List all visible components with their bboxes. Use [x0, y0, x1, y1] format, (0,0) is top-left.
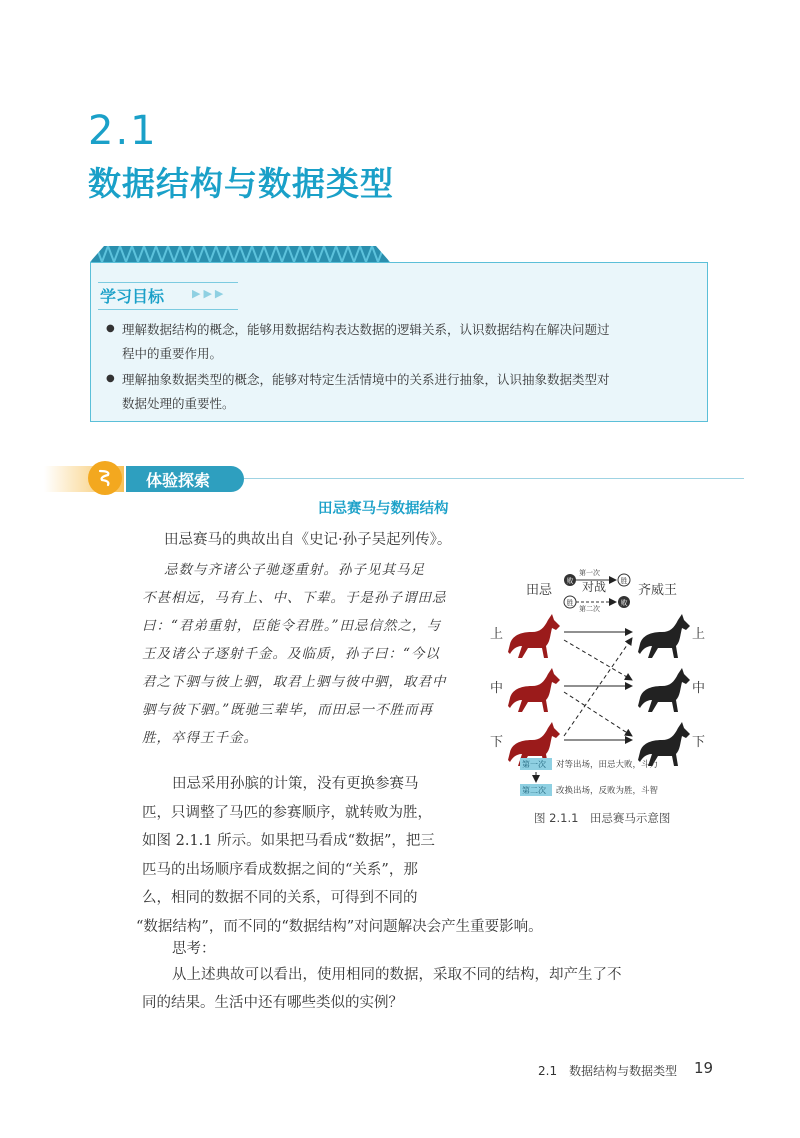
- tianji-horse-icon: [508, 614, 560, 658]
- classical-quote: 忌数与齐诸公子驰逐重射。孙子见其马足 不甚相远，马有上、中、下辈。于是孙子谓田忌 曰：“君弟重射，臣能令君胜。”田忌信然之，与 王及诸公子逐射千金。及临质，孙子曰：“今以 君之下驷与彼上驷，取君上驷与彼中驷，取君中 驷与彼下驷。”既驰三辈毕，而田忌一不胜而再 胜，卒得王千金。: [142, 562, 447, 746]
- section-number: 2.1: [88, 108, 158, 154]
- legend-tag-text: 第二次: [522, 786, 546, 795]
- rank-label: 下: [490, 735, 504, 750]
- rank-label: 下: [692, 735, 706, 750]
- body-paragraph: 田忌采用孙膑的计策，没有更换参赛马 匹，只调整了马匹的参赛顺序，就转败为胜， 如图 2.1.1 所示。如果把马看成“数据”，把三 匹马的出场顺序看成数据之间的“关系”，那 么，相同的数据不同的关系，可得到不同的 “数据结构”，而不同的“数据结构”对问题解决会产生重要影响。: [136, 776, 543, 935]
- tianji-label: 田忌: [526, 583, 553, 598]
- lose-badge-text: 败: [566, 577, 574, 585]
- story-title: 田忌赛马与数据结构: [318, 501, 449, 517]
- explore-label: 体验探索: [146, 471, 211, 490]
- legend-tag-text: 第一次: [522, 760, 546, 769]
- rank-label: 中: [490, 681, 504, 696]
- figure-caption: 图 2.1.1 田忌赛马示意图: [534, 811, 671, 825]
- think-paragraph: 从上述典故可以看出，使用相同的数据，采取不同的结构，却产生了不 同的结果。生活中还有哪些类似的实例？: [142, 967, 622, 1011]
- rank-label: 中: [692, 681, 706, 696]
- win-badge-text: 胜: [566, 599, 574, 607]
- battle-label: 对战: [582, 580, 607, 594]
- bullet-icon: ●: [106, 323, 115, 334]
- lose-badge-text: 败: [620, 599, 628, 607]
- match-arrow: [564, 640, 632, 680]
- goal-box-decorative-band: [90, 246, 390, 262]
- first-round-label: 第一次: [579, 569, 600, 577]
- legend-text: 对等出场，田忌大败，斗力: [556, 760, 659, 770]
- match-arrow: [564, 638, 632, 736]
- intro-paragraph: 田忌赛马的典故出自《史记·孙子吴起列传》。: [164, 532, 452, 548]
- horse-race-diagram: [486, 560, 712, 796]
- goal-item: 理解抽象数据类型的概念，能够对特定生活情境中的关系进行抽象，认识抽象数据类型对 数据处理的重要性。: [122, 372, 610, 411]
- legend-text: 改换出场，反败为胜，斗智: [556, 786, 659, 796]
- rank-label: 上: [692, 627, 706, 642]
- king-horse-icon: [638, 668, 690, 712]
- spiral-icon: [96, 468, 114, 488]
- learning-goals-heading: 学习目标: [100, 287, 165, 306]
- arrow-decoration-icon: ▶▶▶: [192, 287, 227, 300]
- page-number: 19: [694, 1059, 714, 1077]
- king-horse-icon: [638, 614, 690, 658]
- rank-label: 上: [490, 627, 504, 642]
- tianji-horse-icon: [508, 668, 560, 712]
- think-label: 思考：: [172, 941, 216, 957]
- second-round-label: 第二次: [579, 605, 600, 613]
- king-label: 齐威王: [638, 583, 678, 598]
- bullet-icon: ●: [106, 373, 115, 384]
- footer-chapter: 2.1 数据结构与数据类型: [538, 1064, 678, 1078]
- match-arrow: [564, 692, 632, 736]
- section-title: 数据结构与数据类型: [88, 164, 394, 203]
- win-badge-text: 胜: [620, 577, 628, 585]
- explore-banner-line: [244, 478, 744, 479]
- goal-item: 理解数据结构的概念，能够用数据结构表达数据的逻辑关系，认识数据结构在解决问题过 程中的重要作用。: [122, 322, 610, 361]
